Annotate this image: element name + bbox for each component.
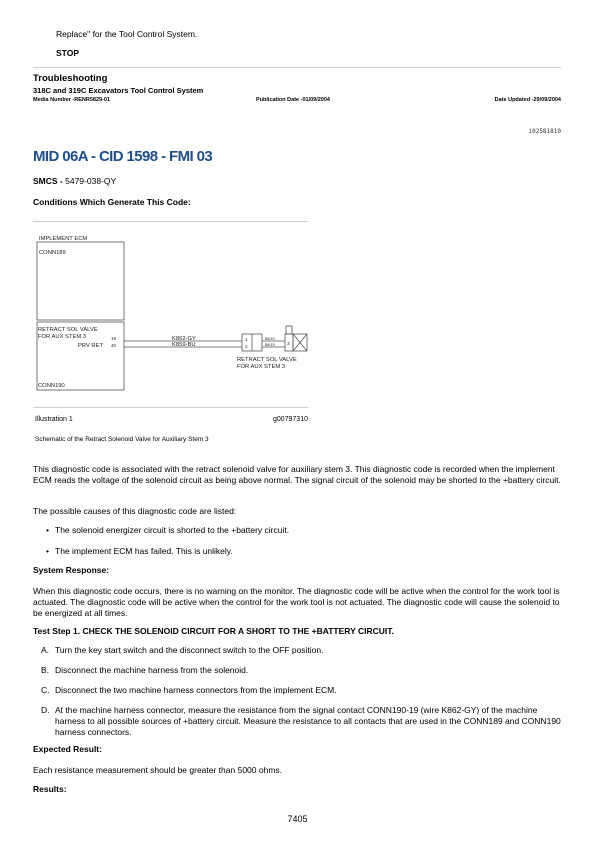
list-item: D. At the machine harness connector, measure the resistance from the signal contact CONN190-19 (wire K862-GY) of the machine harness to all possible sources of +battery circuit. Measure the resistance to all contacts that are used in the CONN189 and CONN190 harness connectors. (41, 705, 561, 737)
system-response-text: When this diagnostic code occurs, there is no warning on the monitor. The diagnostic code will be active when the control for the work tool is actuated. The diagnostic code will be active when the control for the work tool is not actuated. The diagnostic code will cause the solenoid to be energized at all times. (33, 586, 560, 618)
causes-list (46, 525, 289, 567)
label-pin19: 19 (111, 336, 117, 341)
continued-text: Replace" for the Tool Control System. (56, 29, 198, 39)
label-c3: 3 (287, 341, 290, 346)
label-prv-ret: PRV RET (78, 343, 104, 349)
figure-top-rule (33, 221, 308, 222)
test-step-list (33, 645, 561, 747)
label-w2: BK15 (265, 342, 275, 347)
label-wire2: K859-BU (172, 342, 196, 348)
label-valve-2: FOR AUX STEM 3 (38, 334, 86, 340)
label-w1: BK10 (265, 336, 275, 341)
list-item: • The implement ECM has failed. This is unlikely. (46, 546, 289, 557)
label-ecm: IMPLEMENT ECM (39, 236, 88, 242)
header-divider (33, 67, 561, 68)
label-pin40: 40 (111, 343, 117, 348)
section-heading: Troubleshooting (33, 73, 108, 84)
schematic-figure (33, 230, 313, 395)
label-wire1: K862-GY (172, 336, 196, 342)
expected-text: Each resistance measurement should be greater than 5000 ohms. (33, 765, 283, 775)
figure-id: g00797310 (272, 416, 308, 423)
figure-bottom-rule (33, 407, 308, 408)
label-sol-2: FOR AUX STEM 3 (237, 364, 285, 370)
label-valve-1: RETRACT SOL VALVE (38, 327, 98, 333)
conditions-heading: Conditions Which Generate This Code: (33, 197, 191, 207)
publication-date: Publication Date -01/09/2004 (256, 97, 330, 103)
smcs-value: 5479-038-QY (65, 176, 117, 186)
doc-id: i02581810 (528, 128, 561, 135)
list-item: A. Turn the key start switch and the disconnect switch to the OFF position. (41, 645, 324, 655)
paragraph-2: The possible causes of this diagnostic code are listed: (33, 506, 237, 516)
media-number: Media Number -RENR5829-01 (33, 97, 111, 103)
label-sol-1: RETRACT SOL VALVE (237, 357, 297, 363)
list-item: B. Disconnect the machine harness from the solenoid. (41, 665, 249, 675)
paragraph-1: This diagnostic code is associated with the retract solenoid valve for auxiliary stem 3. This diagnostic code is recorded when the implement ECM reads the voltage of the solenoid circuit as being above normal. The signal circuit of the solenoid may be shorted to the +battery circuit. (33, 464, 561, 485)
list-item: • The solenoid energizer circuit is shorted to the +battery circuit. (46, 525, 289, 536)
page-title: MID 06A - CID 1598 - FMI 03 (33, 148, 213, 165)
expected-heading: Expected Result: (33, 744, 102, 754)
smcs-line (33, 176, 116, 187)
label-conn189: CONN189 (39, 250, 66, 256)
label-c2: 2 (245, 344, 248, 349)
test-step-heading: Test Step 1. CHECK THE SOLENOID CIRCUIT FOR A SHORT TO THE +BATTERY CIRCUIT. (33, 626, 394, 636)
illustration-label: Illustration 1 (35, 416, 73, 423)
list-item: C. Disconnect the two machine harness connectors from the implement ECM. (41, 685, 337, 695)
system-response-heading: System Response: (33, 565, 110, 575)
smcs-label: SMCS - (33, 176, 63, 186)
model-title: 318C and 319C Excavators Tool Control System (33, 86, 204, 95)
page-number: 7405 (287, 814, 308, 824)
date-updated: Date Updated -29/09/2004 (494, 97, 561, 103)
label-conn190: CONN190 (38, 383, 65, 389)
stop-label: STOP (56, 48, 79, 58)
label-c1: 1 (245, 337, 248, 342)
illustration-description: Schematic of the Retract Solenoid Valve for Auxiliary Stem 3 (35, 436, 209, 443)
results-heading: Results: (33, 784, 67, 794)
